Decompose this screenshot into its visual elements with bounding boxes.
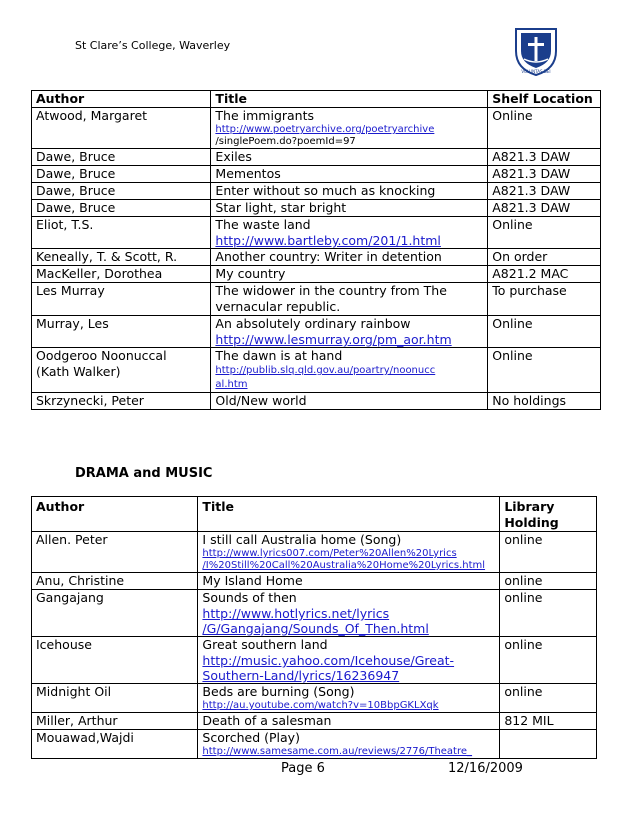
shelf-location-cell: Online (488, 348, 601, 393)
title-cell (211, 217, 488, 249)
author-cell: Eliot, T.S. (32, 217, 211, 249)
title-cell: Old/New world (211, 393, 488, 410)
title-cell (211, 348, 488, 393)
title-text: An absolutely ordinary rainbow (215, 316, 411, 331)
holding-cell: online (500, 573, 597, 590)
title-text: Sounds of then (202, 590, 297, 605)
column-header-author: Author (32, 497, 198, 532)
page-number: Page 6 (281, 761, 325, 776)
table-row (32, 637, 597, 684)
title-link[interactable]: http://www.bartleby.com/201/1.html (215, 233, 441, 248)
author-text-line2: (Kath Walker) (36, 364, 121, 379)
author-cell: Keneally, T. & Scott, R. (32, 249, 211, 266)
shelf-location-cell: No holdings (488, 393, 601, 410)
author-cell: Atwood, Margaret (32, 108, 211, 149)
holding-cell: online (500, 590, 597, 637)
table-row (32, 730, 597, 759)
table-row (32, 532, 597, 573)
title-cell: Death of a salesman (198, 713, 500, 730)
holding-cell: online (500, 532, 597, 573)
author-text-line1: Oodgeroo Noonuccal (36, 348, 167, 363)
shelf-location-cell: Online (488, 217, 601, 249)
shelf-location-cell: A821.3 DAW (488, 166, 601, 183)
author-cell: Dawe, Bruce (32, 149, 211, 166)
title-link[interactable]: http://www.samesame.com.au/reviews/2776/Theatre_ (202, 746, 473, 757)
holding-cell: online (500, 684, 597, 713)
column-header-library-holding (500, 497, 597, 532)
author-cell: Anu, Christine (32, 573, 198, 590)
title-link-continuation: /singlePoem.do?poemId=97 (215, 136, 356, 147)
author-cell: MacKeller, Dorothea (32, 266, 211, 283)
shelf-location-cell: Online (488, 316, 601, 348)
svg-text:VOLUNTAS DEI: VOLUNTAS DEI (521, 69, 551, 74)
title-text: The dawn is at hand (215, 348, 343, 363)
shelf-location-cell: A821.3 DAW (488, 200, 601, 217)
table-row (32, 348, 601, 393)
table-header-row (32, 91, 601, 108)
table-row (32, 590, 597, 637)
title-link[interactable]: http://music.yahoo.com/Icehouse/Great- (202, 653, 455, 668)
drama-music-table (31, 496, 597, 759)
title-cell: Enter without so much as knocking (211, 183, 488, 200)
title-cell: Star light, star bright (211, 200, 488, 217)
title-link[interactable]: http://www.lyrics007.com/Peter%20Allen%20Lyrics (202, 548, 457, 559)
author-cell: Dawe, Bruce (32, 200, 211, 217)
title-text-line2: vernacular republic. (215, 299, 341, 314)
author-cell (32, 348, 211, 393)
footer-date: 12/16/2009 (448, 761, 523, 776)
column-header-author: Author (32, 91, 211, 108)
shelf-location-cell: Online (488, 108, 601, 149)
title-link-continuation[interactable]: al.htm (215, 379, 248, 390)
title-cell: Exiles (211, 149, 488, 166)
title-link[interactable]: http://www.lesmurray.org/pm_aor.htm (215, 332, 452, 347)
table-row (32, 183, 601, 200)
table-row (32, 108, 601, 149)
title-cell (198, 730, 500, 759)
title-link-continuation[interactable]: /I%20Still%20Call%20Australia%20Home%20Lyrics.html (202, 560, 486, 571)
table-row (32, 200, 601, 217)
table-row (32, 393, 601, 410)
author-cell: Icehouse (32, 637, 198, 684)
author-cell: Allen. Peter (32, 532, 198, 573)
title-cell (198, 590, 500, 637)
title-text-line1: The widower in the country from The (215, 283, 447, 298)
header-line2: Holding (504, 515, 559, 530)
title-cell: My Island Home (198, 573, 500, 590)
title-link-continuation[interactable]: /G/Gangajang/Sounds_Of_Then.html (202, 621, 429, 636)
table-row (32, 249, 601, 266)
author-cell: Murray, Les (32, 316, 211, 348)
shelf-location-cell: To purchase (488, 283, 601, 316)
shelf-location-cell: A821.2 MAC (488, 266, 601, 283)
title-cell (211, 108, 488, 149)
title-text: The immigrants (215, 108, 315, 123)
title-cell: Mementos (211, 166, 488, 183)
title-cell (211, 316, 488, 348)
section-heading-drama-music: DRAMA and MUSIC (75, 466, 213, 481)
table-row (32, 713, 597, 730)
author-cell: Miller, Arthur (32, 713, 198, 730)
column-header-title: Title (211, 91, 488, 108)
title-link[interactable]: http://publib.slq.qld.gov.au/poartry/noonucc (215, 365, 436, 376)
title-link[interactable]: http://www.hotlyrics.net/lyrics (202, 606, 390, 621)
author-cell: Skrzynecki, Peter (32, 393, 211, 410)
table-row (32, 266, 601, 283)
shelf-location-cell: A821.3 DAW (488, 183, 601, 200)
table-row (32, 217, 601, 249)
title-cell (198, 684, 500, 713)
title-link[interactable]: http://www.poetryarchive.org/poetryarchive (215, 124, 435, 135)
title-cell (198, 532, 500, 573)
title-link-continuation[interactable]: Southern-Land/lyrics/16236947 (202, 668, 400, 683)
title-text: Beds are burning (Song) (202, 684, 355, 699)
title-text: I still call Australia home (Song) (202, 532, 402, 547)
holding-cell (500, 730, 597, 759)
shelf-location-cell: On order (488, 249, 601, 266)
author-cell: Gangajang (32, 590, 198, 637)
author-cell: Dawe, Bruce (32, 166, 211, 183)
author-cell: Dawe, Bruce (32, 183, 211, 200)
title-cell: Another country: Writer in detention (211, 249, 488, 266)
author-cell: Les Murray (32, 283, 211, 316)
author-cell: Mouawad,Wajdi (32, 730, 198, 759)
table-row (32, 684, 597, 713)
author-cell: Midnight Oil (32, 684, 198, 713)
title-text: Great southern land (202, 637, 328, 652)
title-cell (198, 637, 500, 684)
table-row (32, 166, 601, 183)
title-link[interactable]: http://au.youtube.com/watch?v=10BbpGKLXqk (202, 700, 439, 711)
poetry-table (31, 90, 601, 410)
title-cell (211, 283, 488, 316)
holding-cell: online (500, 637, 597, 684)
school-name-header: St Clare’s College, Waverley (75, 39, 231, 52)
title-text: The waste land (215, 217, 311, 232)
holding-cell: 812 MIL (500, 713, 597, 730)
title-cell: My country (211, 266, 488, 283)
column-header-shelf-location: Shelf Location (488, 91, 601, 108)
column-header-title: Title (198, 497, 500, 532)
table-row (32, 573, 597, 590)
shelf-location-cell: A821.3 DAW (488, 149, 601, 166)
table-header-row (32, 497, 597, 532)
header-line1: Library (504, 499, 555, 514)
school-crest-icon (512, 25, 560, 77)
table-row (32, 316, 601, 348)
title-text: Scorched (Play) (202, 730, 300, 745)
table-row (32, 283, 601, 316)
table-row (32, 149, 601, 166)
